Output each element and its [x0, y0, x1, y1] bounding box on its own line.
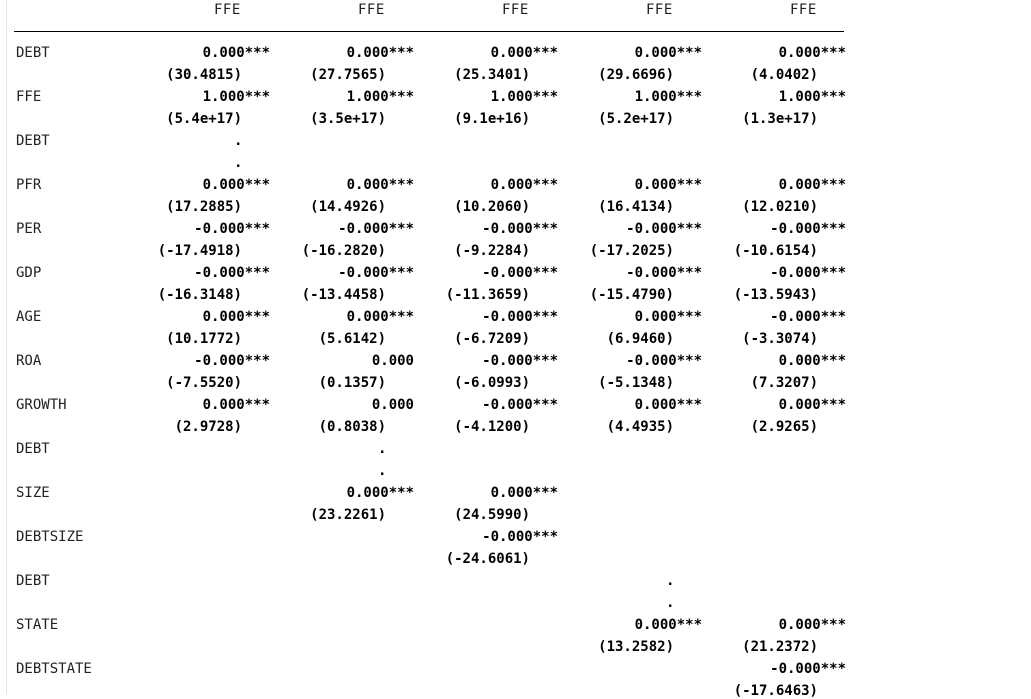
coef-cell: -0.000***: [482, 353, 558, 369]
coef-cell: 0.000***: [346, 485, 414, 501]
omitted-dot: .: [666, 573, 675, 589]
coef-cell: -0.000***: [482, 397, 558, 413]
tstat-cell: (-11.3659): [445, 287, 530, 303]
coef-cell: -0.000***: [770, 661, 846, 677]
tstat-cell: (0.1357): [318, 375, 386, 391]
coef-cell: -0.000***: [482, 221, 558, 237]
tstat-cell: (5.6142): [318, 331, 386, 347]
coef-cell: 0.000***: [346, 309, 414, 325]
coef-cell: -0.000***: [338, 221, 414, 237]
coef-cell: 0.000***: [778, 353, 846, 369]
column-header-3: FFE: [502, 2, 529, 18]
tstat-cell: (16.4134): [598, 199, 674, 215]
coef-cell: 0.000***: [202, 397, 270, 413]
column-header-5: FFE: [790, 2, 817, 18]
tstat-cell: (24.5990): [454, 507, 530, 523]
coef-cell: 1.000***: [634, 89, 702, 105]
coef-cell: 0.000***: [490, 45, 558, 61]
coef-cell: -0.000***: [626, 353, 702, 369]
omitted-dot: .: [378, 441, 387, 457]
tstat-cell: (-24.6061): [445, 551, 530, 567]
window-left-edge: [0, 0, 7, 694]
coef-cell: -0.000***: [626, 265, 702, 281]
coef-cell: 0.000***: [202, 45, 270, 61]
coef-cell: -0.000***: [626, 221, 702, 237]
table-header: [0, 0, 860, 24]
omitted-dot: .: [378, 463, 387, 479]
coef-cell: -0.000***: [770, 265, 846, 281]
tstat-cell: (25.3401): [454, 67, 530, 83]
coef-cell: 0.000: [371, 353, 414, 369]
tstat-cell: (6.9460): [606, 331, 674, 347]
coef-cell: -0.000***: [770, 309, 846, 325]
row-label: ROA: [16, 353, 42, 369]
coef-cell: 0.000***: [778, 177, 846, 193]
coef-cell: -0.000***: [194, 353, 270, 369]
row-label: DEBT: [16, 573, 50, 589]
tstat-cell: (5.4e+17): [166, 111, 242, 127]
tstat-cell: (30.4815): [166, 67, 242, 83]
tstat-cell: (4.0402): [750, 67, 818, 83]
coef-cell: -0.000***: [194, 221, 270, 237]
tstat-cell: (-7.5520): [166, 375, 242, 391]
coef-cell: 0.000***: [778, 617, 846, 633]
row-label: STATE: [16, 617, 59, 633]
tstat-cell: (-13.4458): [301, 287, 386, 303]
tstat-cell: (-17.2025): [589, 243, 674, 259]
coef-cell: -0.000***: [482, 309, 558, 325]
tstat-cell: (-16.3148): [157, 287, 242, 303]
tstat-cell: (21.2372): [742, 639, 818, 655]
column-header-4: FFE: [646, 2, 673, 18]
coef-cell: -0.000***: [482, 529, 558, 545]
tstat-cell: (-16.2820): [301, 243, 386, 259]
row-label: FFE: [16, 89, 42, 105]
tstat-cell: (-17.6463): [733, 683, 818, 699]
row-label: GDP: [16, 265, 42, 281]
coef-cell: 0.000***: [634, 617, 702, 633]
tstat-cell: (-13.5943): [733, 287, 818, 303]
coef-cell: -0.000***: [338, 265, 414, 281]
tstat-cell: (5.2e+17): [598, 111, 674, 127]
coef-cell: 0.000***: [346, 177, 414, 193]
tstat-cell: (2.9265): [750, 419, 818, 435]
coef-cell: 0.000***: [346, 45, 414, 61]
row-label: PFR: [16, 177, 42, 193]
coef-cell: 1.000***: [778, 89, 846, 105]
tstat-cell: (13.2582): [598, 639, 674, 655]
tstat-cell: (10.1772): [166, 331, 242, 347]
row-label: DEBT: [16, 441, 50, 457]
tstat-cell: (-6.0993): [454, 375, 530, 391]
omitted-dot: .: [234, 133, 243, 149]
coef-cell: 0.000***: [202, 177, 270, 193]
tstat-cell: (1.3e+17): [742, 111, 818, 127]
coef-cell: 0.000***: [778, 45, 846, 61]
coef-cell: -0.000***: [194, 265, 270, 281]
tstat-cell: (0.8038): [318, 419, 386, 435]
tstat-cell: (-3.3074): [742, 331, 818, 347]
tstat-cell: (-5.1348): [598, 375, 674, 391]
coef-cell: 0.000***: [490, 485, 558, 501]
omitted-dot: .: [666, 595, 675, 611]
tstat-cell: (12.0210): [742, 199, 818, 215]
coef-cell: 0.000***: [634, 45, 702, 61]
tstat-cell: (27.7565): [310, 67, 386, 83]
coef-cell: 0.000***: [490, 177, 558, 193]
tstat-cell: (4.4935): [606, 419, 674, 435]
row-label: PER: [16, 221, 42, 237]
tstat-cell: (-10.6154): [733, 243, 818, 259]
coef-cell: 0.000***: [778, 397, 846, 413]
tstat-cell: (-17.4918): [157, 243, 242, 259]
coef-cell: -0.000***: [482, 265, 558, 281]
coef-cell: 0.000***: [634, 177, 702, 193]
tstat-cell: (-9.2284): [454, 243, 530, 259]
row-label: SIZE: [16, 485, 50, 501]
row-label: GROWTH: [16, 397, 67, 413]
row-label: DEBT: [16, 133, 50, 149]
tstat-cell: (3.5e+17): [310, 111, 386, 127]
row-label: AGE: [16, 309, 42, 325]
column-header-1: FFE: [214, 2, 241, 18]
coef-cell: 1.000***: [490, 89, 558, 105]
tstat-cell: (14.4926): [310, 199, 386, 215]
tstat-cell: (2.9728): [174, 419, 242, 435]
tstat-cell: (10.2060): [454, 199, 530, 215]
tstat-cell: (17.2885): [166, 199, 242, 215]
row-label: DEBTSTATE: [16, 661, 92, 677]
row-label: DEBT: [16, 45, 50, 61]
coef-cell: 0.000: [371, 397, 414, 413]
coef-cell: -0.000***: [770, 221, 846, 237]
column-header-2: FFE: [358, 2, 385, 18]
coef-cell: 1.000***: [346, 89, 414, 105]
coef-cell: 1.000***: [202, 89, 270, 105]
tstat-cell: (-15.4790): [589, 287, 674, 303]
tstat-cell: (-4.1200): [454, 419, 530, 435]
coef-cell: 0.000***: [202, 309, 270, 325]
row-label: DEBTSIZE: [16, 529, 84, 545]
coef-cell: 0.000***: [634, 397, 702, 413]
header-rule: [14, 31, 844, 32]
tstat-cell: (7.3207): [750, 375, 818, 391]
coef-cell: 0.000***: [634, 309, 702, 325]
tstat-cell: (-6.7209): [454, 331, 530, 347]
omitted-dot: .: [234, 155, 243, 171]
tstat-cell: (23.2261): [310, 507, 386, 523]
tstat-cell: (9.1e+16): [454, 111, 530, 127]
tstat-cell: (29.6696): [598, 67, 674, 83]
